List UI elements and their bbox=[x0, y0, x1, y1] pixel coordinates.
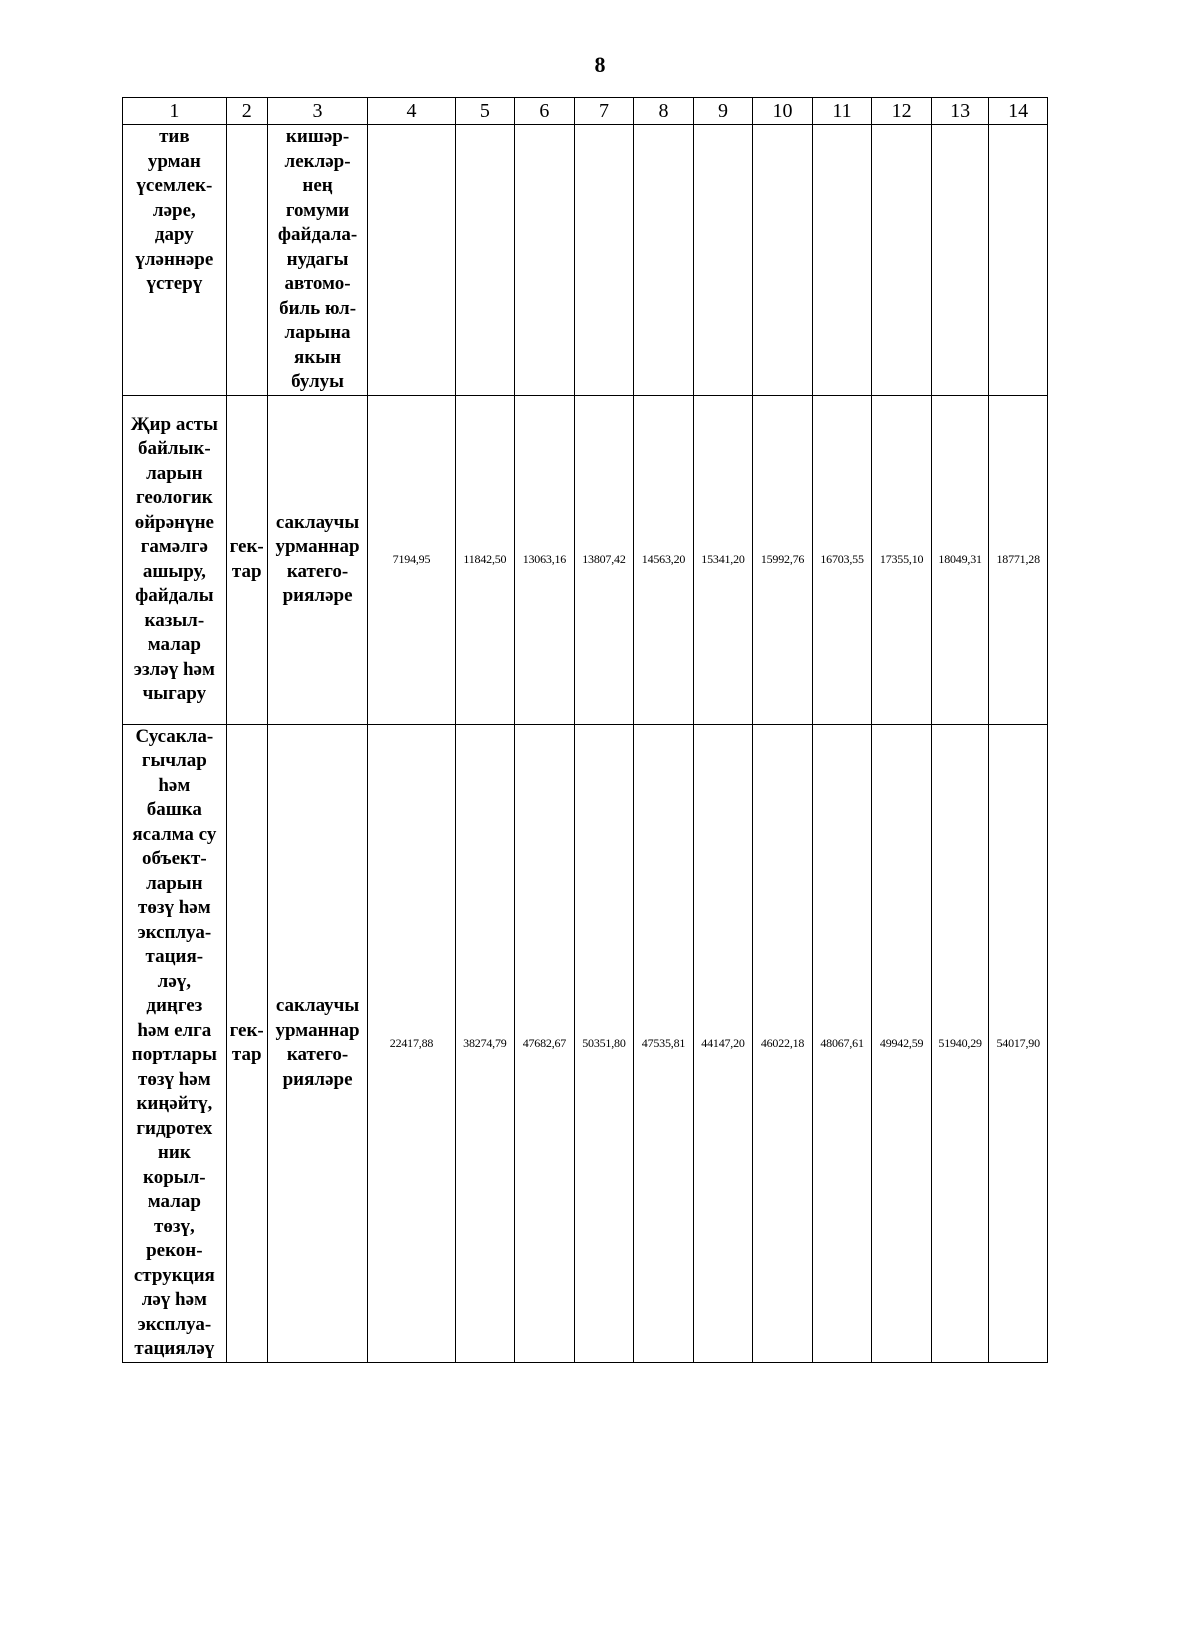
value-cell bbox=[455, 125, 515, 396]
column-header: 4 bbox=[368, 98, 455, 125]
value-cell: 13807,42 bbox=[574, 395, 634, 724]
column-header: 6 bbox=[515, 98, 575, 125]
value-cell bbox=[368, 125, 455, 396]
value-cell: 46022,18 bbox=[753, 724, 813, 1362]
table-row bbox=[123, 395, 1048, 724]
category-cell: кишәр- лекләр- нең гомуми файдала- нудагы автомо- биль юл- ларына якын булуы bbox=[267, 125, 368, 396]
value-cell bbox=[753, 125, 813, 396]
value-cell: 17355,10 bbox=[872, 395, 932, 724]
column-header: 5 bbox=[455, 98, 515, 125]
column-header: 7 bbox=[574, 98, 634, 125]
value-cell bbox=[931, 125, 988, 396]
value-cell: 38274,79 bbox=[455, 724, 515, 1362]
activity-cell: тив урман үсемлек- ләре, дару үләннәре үстерү bbox=[123, 125, 227, 396]
column-header: 11 bbox=[812, 98, 872, 125]
column-header: 3 bbox=[267, 98, 368, 125]
value-cell bbox=[989, 125, 1048, 396]
value-cell: 22417,88 bbox=[368, 724, 455, 1362]
value-cell bbox=[574, 125, 634, 396]
value-cell bbox=[693, 125, 753, 396]
value-cell: 16703,55 bbox=[812, 395, 872, 724]
table-row bbox=[123, 125, 1048, 396]
activity-cell: Сусакла- гычлар һәм башка ясалма су объект- ларын төзү һәм эксплуа- тация- ләү, диңгез һәм елга портлары төзү һәм киңәйтү, гидротех ник корыл- малар төзү, рекон- струкция ләү һәм эксплуа- тацияләү bbox=[123, 724, 227, 1362]
column-header: 9 bbox=[693, 98, 753, 125]
column-header: 13 bbox=[931, 98, 988, 125]
value-cell: 48067,61 bbox=[812, 724, 872, 1362]
value-cell: 47535,81 bbox=[634, 724, 694, 1362]
header-row bbox=[123, 98, 1048, 125]
page-number: 8 bbox=[594, 52, 606, 77]
value-cell bbox=[812, 125, 872, 396]
value-cell: 15341,20 bbox=[693, 395, 753, 724]
data-table bbox=[122, 97, 1048, 1363]
value-cell: 47682,67 bbox=[515, 724, 575, 1362]
value-cell: 54017,90 bbox=[989, 724, 1048, 1362]
value-cell: 15992,76 bbox=[753, 395, 813, 724]
value-cell bbox=[515, 125, 575, 396]
value-cell bbox=[872, 125, 932, 396]
value-cell bbox=[634, 125, 694, 396]
value-cell: 51940,29 bbox=[931, 724, 988, 1362]
column-header: 8 bbox=[634, 98, 694, 125]
value-cell: 49942,59 bbox=[872, 724, 932, 1362]
column-header: 12 bbox=[872, 98, 932, 125]
activity-cell: Җир асты байлык- ларын геологик өйрәнүне гамәлгә ашыру, файдалы казыл- малар эзләү һәм чыгару bbox=[123, 395, 227, 724]
value-cell: 11842,50 bbox=[455, 395, 515, 724]
value-cell: 18049,31 bbox=[931, 395, 988, 724]
value-cell: 7194,95 bbox=[368, 395, 455, 724]
column-header: 2 bbox=[226, 98, 267, 125]
table-row bbox=[123, 724, 1048, 1362]
column-header: 14 bbox=[989, 98, 1048, 125]
value-cell: 50351,80 bbox=[574, 724, 634, 1362]
category-cell: саклаучы урманнар катего- рияләре bbox=[267, 724, 368, 1362]
unit-cell: гек- тар bbox=[226, 724, 267, 1362]
category-cell: саклаучы урманнар катего- рияләре bbox=[267, 395, 368, 724]
value-cell: 14563,20 bbox=[634, 395, 694, 724]
value-cell: 44147,20 bbox=[693, 724, 753, 1362]
column-header: 10 bbox=[753, 98, 813, 125]
unit-cell bbox=[226, 125, 267, 396]
value-cell: 13063,16 bbox=[515, 395, 575, 724]
value-cell: 18771,28 bbox=[989, 395, 1048, 724]
unit-cell: гек- тар bbox=[226, 395, 267, 724]
column-header: 1 bbox=[123, 98, 227, 125]
